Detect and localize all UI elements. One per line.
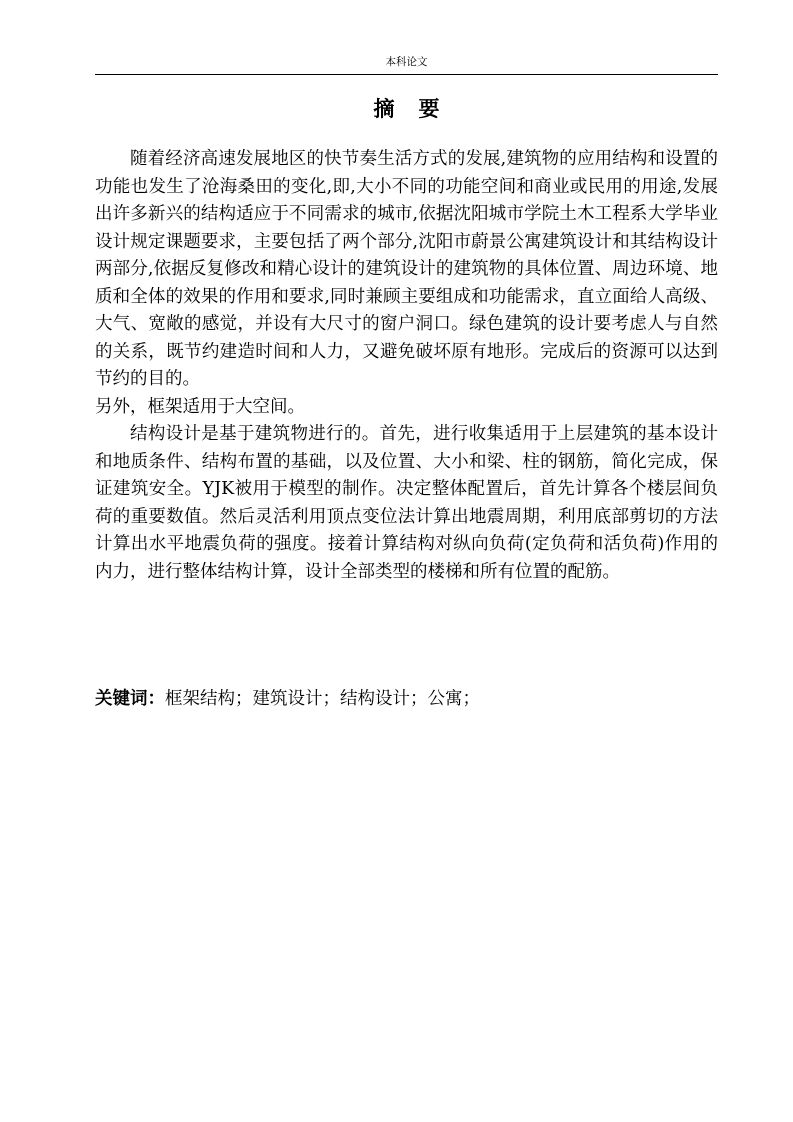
abstract-title: [95, 94, 718, 124]
abstract-title-part2: 要: [418, 96, 440, 121]
keywords-text: 框架结构；建筑设计；结构设计；公寓；: [165, 689, 480, 709]
abstract-title-part1: 摘: [373, 96, 395, 121]
running-header: [95, 54, 718, 75]
abstract-paragraph-2: 另外，框架适用于大空间。: [95, 396, 305, 417]
abstract-paragraph-3: 结构设计是基于建筑物进行的。首先，进行收集适用于上层建筑的基本设计和地质条件、结构布置的基础，以及位置、大小和梁、柱的钢筋，简化完成，保证建筑安全。YJK被用于模型的制作。决定整体配置后，首先计算各个楼层间负荷的重要数值。然后灵活利用顶点变位法计算出地震周期，利用底部剪切的方法计算出水平地震负荷的强度。接着计算结构对纵向负荷(定负荷和活负荷)作用的内力，进行整体结构计算，设计全部类型的楼梯和所有位置的配筋。: [95, 424, 718, 582]
abstract-paragraph-1: 随着经济高速发展地区的快节奏生活方式的发展,建筑物的应用结构和设置的功能也发生了沧海桑田的变化,即,大小不同的功能空间和商业或民用的用途,发展出许多新兴的结构适应于不同需求的城市,依据沈阳城市学院土木工程系大学毕业设计规定课题要求，主要包括了两个部分,沈阳市蔚景公寓建筑设计和其结构设计两部分,依据反复修改和精心设计的建筑设计的建筑物的具体位置、周边环境、地质和全体的效果的作用和要求,同时兼顾主要组成和功能需求，直立面给人高级、大气、宽敞的感觉，并设有大尺寸的窗户洞口。绿色建筑的设计要考虑人与自然的关系，既节约建造时间和人力，又避免破坏原有地形。完成后的资源可以达到节约的目的。: [95, 149, 718, 389]
abstract-body: [95, 146, 718, 586]
keywords-line: [95, 686, 718, 714]
keywords-label: 关键词：: [95, 689, 165, 709]
running-header-title: 本科论文: [385, 56, 428, 68]
